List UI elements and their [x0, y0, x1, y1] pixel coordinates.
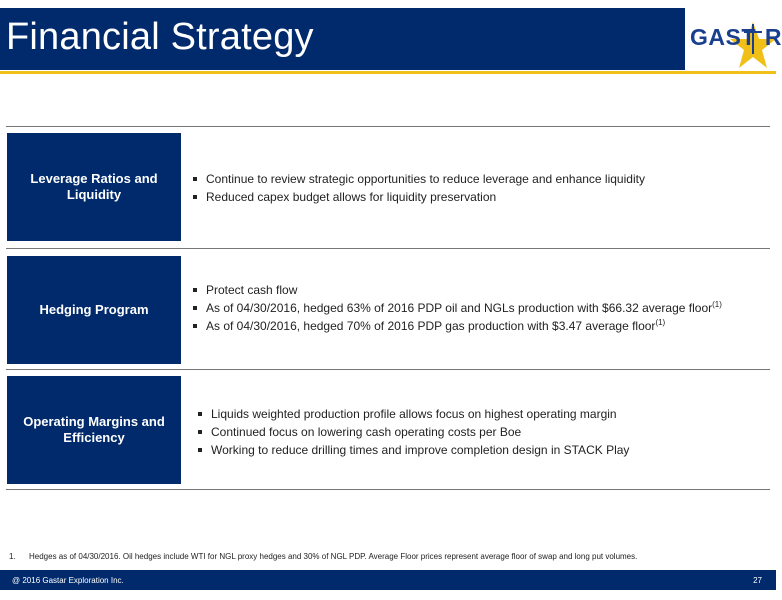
list-item	[192, 299, 722, 317]
bullet-text: As of 04/30/2016, hedged 70% of 2016 PDP gas production with $3.47 average floor	[206, 319, 656, 333]
list-item	[192, 281, 722, 299]
title-banner	[0, 8, 685, 70]
bullet-text: As of 04/30/2016, hedged 63% of 2016 PDP oil and NGLs production with $66.32 average floor	[206, 301, 713, 315]
page-title: Financial Strategy	[6, 16, 314, 58]
section-label-operating	[7, 376, 181, 484]
divider	[6, 369, 770, 370]
footnote-ref: (1)	[712, 300, 722, 309]
bullet-list-hedging	[192, 281, 722, 335]
logo-text-suffix: R	[764, 24, 782, 50]
section-label-hedging	[7, 256, 181, 364]
list-item	[192, 317, 722, 335]
bullet-text: Reduced capex budget allows for liquidity preservation	[206, 190, 497, 204]
divider	[6, 248, 770, 249]
section-label-text: Leverage Ratios and Liquidity	[30, 171, 158, 202]
copyright-text: @ 2016 Gastar Exploration Inc.	[12, 576, 124, 585]
section-label-text: Hedging Program	[39, 302, 149, 317]
list-item	[192, 188, 645, 206]
bullet-text: Continue to review strategic opportunities to reduce leverage and enhance liquidity	[206, 172, 645, 186]
divider	[6, 489, 770, 490]
page-number: 27	[753, 576, 762, 585]
bullet-text: Protect cash flow	[206, 283, 298, 297]
bullet-text: Working to reduce drilling times and improve completion design in STACK Play	[211, 443, 630, 457]
footnote	[9, 552, 637, 561]
list-item	[197, 405, 629, 423]
footnote-ref: (1)	[655, 318, 666, 327]
bullet-list-operating	[197, 405, 629, 459]
logo-wordmark	[690, 24, 782, 51]
list-item	[197, 441, 629, 459]
header-gold-rule	[0, 71, 776, 74]
footnote-text: Hedges as of 04/30/2016. Oil hedges include WTI for NGL proxy hedges and 30% of NGL PDP. Average Floor prices represent average floor of swap and long put volumes.	[29, 552, 638, 561]
section-label-text: Operating Margins and Efficiency	[23, 414, 165, 445]
logo-text: GAST	[690, 24, 756, 50]
divider	[6, 126, 770, 127]
footer-bar	[0, 570, 776, 590]
bullet-list-leverage	[192, 170, 645, 206]
bullet-text: Continued focus on lowering cash operating costs per Boe	[211, 425, 522, 439]
company-logo	[686, 14, 782, 70]
section-label-leverage	[7, 133, 181, 241]
list-item	[197, 423, 629, 441]
bullet-text: Liquids weighted production profile allows focus on highest operating margin	[211, 407, 617, 421]
footnote-number: 1.	[9, 552, 16, 561]
list-item	[192, 170, 645, 188]
